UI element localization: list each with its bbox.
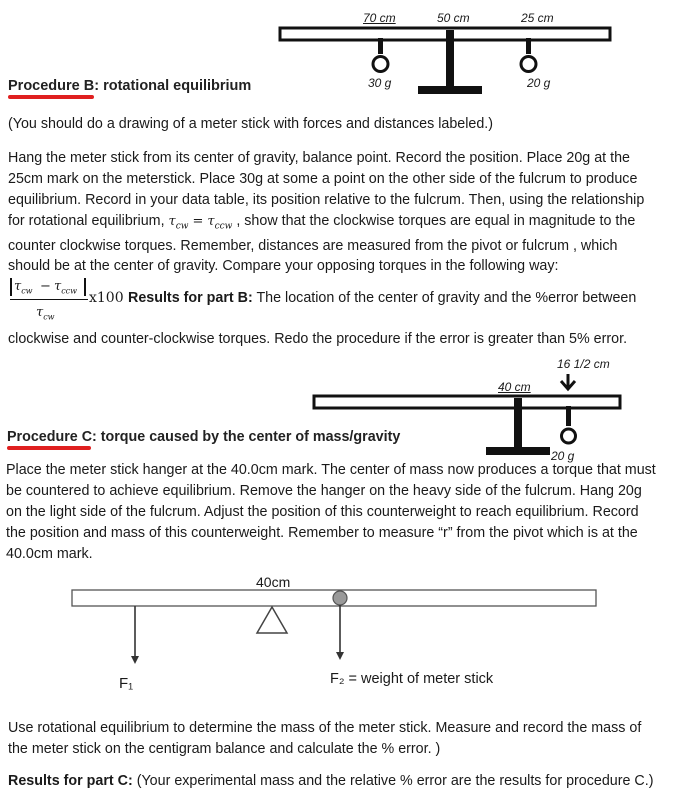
denominator-cw — [36, 305, 55, 322]
results-c-line — [8, 771, 686, 793]
hanger-right — [526, 38, 531, 54]
results-b-label: Results for part B: — [128, 290, 253, 306]
tau-symbol: τ — [54, 279, 62, 294]
numerator-cw — [14, 279, 33, 296]
fulcrum-base-1 — [418, 86, 482, 94]
fulcrum-base-2 — [486, 447, 550, 455]
procedure-c-heading: Procedure C: torque caused by the center of mass/gravity — [7, 429, 401, 445]
pivot-triangle-icon — [257, 607, 287, 633]
results-c-label: Results for part C: — [8, 773, 133, 789]
balance-2-drawing — [300, 360, 640, 470]
mass-right-icon — [521, 57, 536, 72]
procedure-b-line-4 — [8, 211, 686, 238]
tau-symbol: τ — [207, 214, 215, 229]
label-16-half-cm: 16 1/2 cm — [557, 357, 610, 371]
numerator-ccw — [54, 279, 77, 296]
tau-cw — [168, 214, 189, 232]
label-f2: F₂ = weight of meter stick — [330, 671, 494, 687]
line-4-text-a: for rotational equilibrium, — [8, 213, 165, 229]
sub-cw: cw — [175, 221, 189, 232]
abs-bar-right — [84, 278, 86, 296]
label-25cm: 25 cm — [521, 11, 554, 25]
line-4-text-b: , show that the clockwise torques are equal in magnitude to the — [236, 213, 636, 229]
tau-ccw — [207, 214, 233, 232]
closing-line-1: Use rotational equilibrium to determine the mass of the meter stick. Measure and record the mass of — [8, 720, 642, 736]
fulcrum-post-1 — [446, 30, 454, 92]
sub-cw: cw — [21, 286, 33, 296]
results-c-text: (Your experimental mass and the relative % error are the results for procedure C.) — [136, 773, 654, 789]
label-70cm: 70 cm — [363, 11, 396, 25]
hanger-2 — [566, 406, 571, 426]
results-b-text: The location of the center of gravity and the %error between — [256, 290, 637, 306]
hanger-left — [378, 38, 383, 54]
x100: x100 — [89, 290, 124, 306]
tau-symbol: τ — [168, 214, 176, 229]
fulcrum-post-2 — [514, 398, 522, 452]
label-mass-right: 20 g — [527, 76, 551, 90]
procedure-b-line-6: should be at the center of gravity. Compare your opposing torques in the following way: — [8, 258, 559, 274]
center-of-mass-dot — [333, 591, 347, 605]
procedure-b-line-2: 25cm mark on the meterstick. Place 30g at some a point on the other side of the fulcrum to produce — [8, 171, 638, 187]
procedure-b-line-3: equilibrium. Record in your data table, its position relative to the fulcrum. Then, using the relationship — [8, 192, 645, 208]
label-mass-d2: 20 g — [551, 449, 575, 463]
procedure-c-underline — [7, 446, 91, 450]
procedure-b-underline — [8, 95, 94, 99]
abs-bar-left — [10, 278, 12, 296]
procedure-b-line-1: Hang the meter stick from its center of gravity, balance point. Record the position. Place 20g at the — [8, 150, 630, 166]
label-50cm: 50 cm — [437, 11, 470, 25]
procedure-c-line-2: be countered to achieve equilibrium. Remove the hanger on the heavy side of the fulcrum. Hang 20g — [6, 483, 642, 499]
meter-stick-1 — [280, 28, 610, 40]
meter-stick-2 — [314, 396, 620, 408]
sub-ccw: ccw — [214, 221, 233, 232]
forces-drawing — [60, 585, 610, 670]
procedure-b-note: (You should do a drawing of a meter stick with forces and distances labeled.) — [8, 116, 494, 132]
procedure-b-line-5: counter clockwise torques. Remember, distances are measured from the pivot or fulcrum , which — [8, 238, 618, 254]
mass-left-icon — [373, 57, 388, 72]
tau-symbol: τ — [14, 279, 22, 294]
label-40cm-d3: 40cm — [256, 574, 291, 590]
procedure-b-line-8: clockwise and counter-clockwise torques. Redo the procedure if the error is greater than 5% error. — [8, 331, 628, 347]
procedure-c-line-4: the position and mass of this counterweight. Remember to measure “r” from the pivot which is at the — [6, 525, 638, 541]
minus-sign: − — [40, 279, 51, 294]
sub-ccw: ccw — [61, 286, 78, 296]
f1-arrowhead-icon — [131, 656, 139, 664]
equals-sign: = — [192, 214, 204, 229]
mass-2-icon — [562, 429, 576, 443]
f2-arrowhead-icon — [336, 652, 344, 660]
sub-cw: cw — [43, 312, 55, 322]
procedure-c-line-5: 40.0cm mark. — [6, 546, 93, 562]
closing-line-2: the meter stick on the centigram balance and calculate the % error. ) — [8, 741, 441, 757]
label-f1: F₁ — [119, 675, 134, 692]
tau-symbol: τ — [36, 305, 44, 320]
fraction-bar — [10, 299, 88, 300]
procedure-c-line-3: on the light side of the fulcrum. Adjust the position of this counterweight to reach equilibrium. Record — [6, 504, 639, 520]
procedure-b-heading: Procedure B: rotational equilibrium — [8, 78, 252, 94]
label-mass-left: 30 g — [368, 76, 392, 90]
procedure-c-line-1: Place the meter stick hanger at the 40.0cm mark. The center of mass now produces a torque that must — [6, 462, 656, 478]
label-40cm-d2: 40 cm — [498, 380, 531, 394]
results-b-line — [128, 290, 636, 306]
